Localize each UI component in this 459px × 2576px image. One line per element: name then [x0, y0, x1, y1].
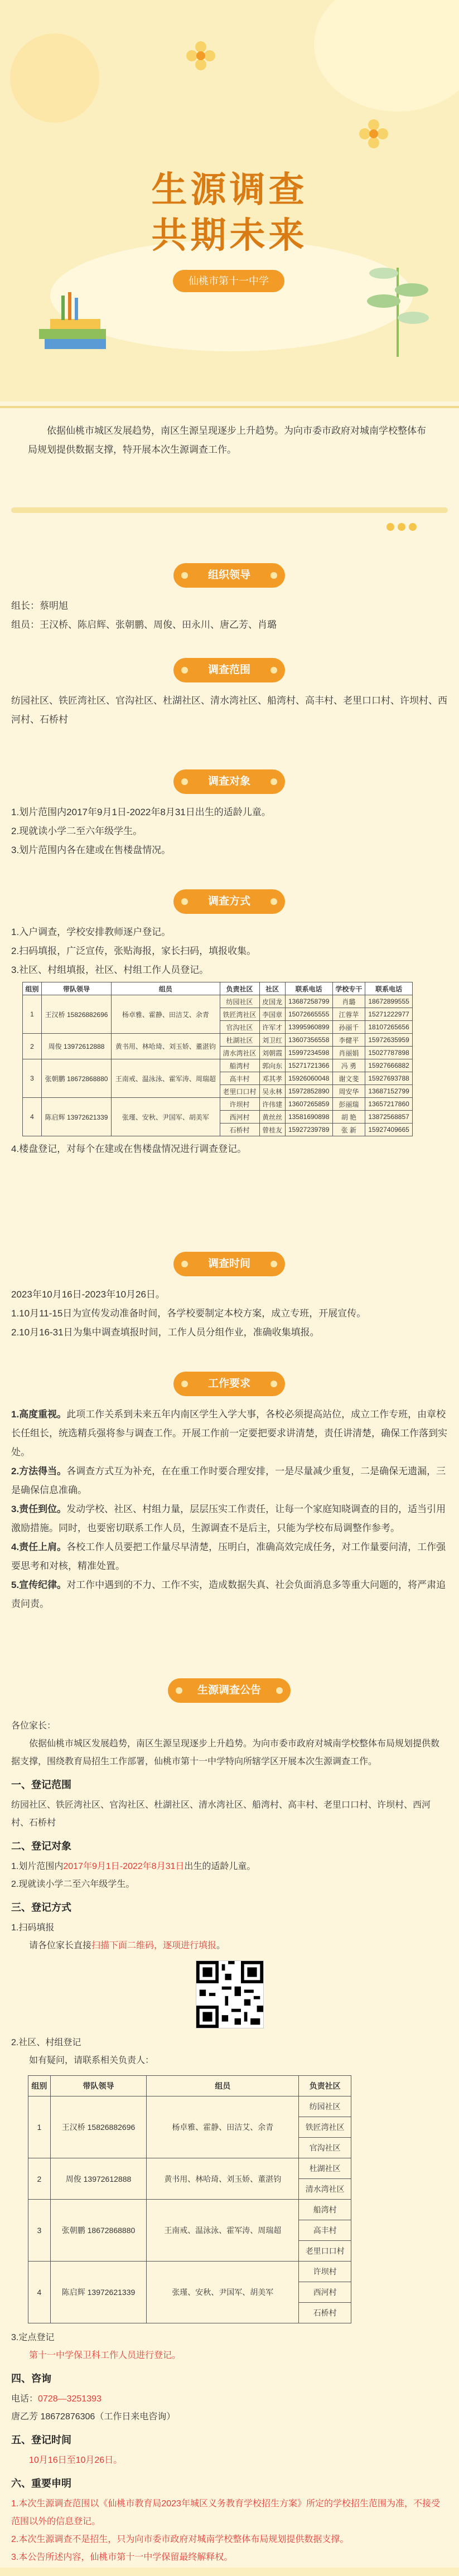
table-cell: 孙丽千: [332, 1021, 365, 1034]
plant-illustration: [353, 234, 442, 357]
table-cell: 张朝鹏 18672868880: [50, 2200, 147, 2262]
table-header-cell: 学校专干: [332, 982, 365, 995]
table-row: [28, 2096, 351, 2117]
anno-method-2: 2.社区、村组登记: [11, 2038, 81, 2047]
intro-card: [11, 413, 448, 541]
table-header-cell: 负责社区: [220, 982, 259, 995]
table-cell: 吴永林: [259, 1085, 285, 1098]
badge-requirements: 工作要求: [173, 1372, 285, 1396]
anno-method-3-text: 第十一中学保卫科工作人员进行登记。: [29, 2351, 181, 2360]
table-cell: 李国章: [259, 1008, 285, 1021]
members-line: 组员：王汉桥、陈启辉、张朝鹏、周俊、田永川、唐乙芳、肖璐: [11, 619, 277, 630]
badge-time: 调查时间: [173, 1252, 285, 1276]
badge-method: 调查方式: [173, 889, 285, 914]
hero-title: 生源调查 共期未来: [151, 170, 308, 256]
anno-scope: 纺园社区、铁匠湾社区、官沟社区、杜湖社区、清水湾社区、船湾村、高丰村、老里口口村、许坝村、西河村、石桥村: [11, 1800, 431, 1828]
flower-icon: [357, 117, 390, 151]
table-cell: 2: [28, 2158, 51, 2200]
hero-banner: [0, 0, 459, 401]
anno-target-1: 1.划片范围内2017年9月1日-2022年8月31日出生的适龄儿童。: [11, 1862, 256, 1871]
greeting: 各位家长：: [11, 1721, 56, 1731]
table-header-cell: 组别: [23, 982, 42, 995]
table-cell: 15927409665: [365, 1124, 413, 1136]
table-cell: 15926060048: [285, 1072, 332, 1085]
table-cell: 15072665555: [285, 1008, 332, 1021]
table-cell: 老里口口村: [220, 1085, 259, 1098]
requirement-item: 3.责任到位。发动学校、社区、村组力量，层层压实工作责任，让每一个家庭知晓调查的目的，适当引用激励措施。同时，也要密切联系工作人员，生源调查不是后主，只能为学校布局调整作参考。: [11, 1504, 446, 1533]
table-header-cell: 联系电话: [285, 982, 332, 995]
table-row: [23, 995, 413, 1008]
announcement: [11, 1717, 448, 2567]
table-cell: 清水湾社区: [220, 1047, 259, 1059]
table-cell: 1: [28, 2096, 51, 2158]
table-cell: 肖丽娟: [332, 1047, 365, 1059]
table-row: [23, 1098, 413, 1111]
table-cell: 邓其孝: [259, 1072, 285, 1085]
target-item: 3.划片范围内各在建或在售楼盘情况。: [11, 845, 171, 855]
statement-item: 2.本次生源调查不是招生，只为向市委市政府对城南学校整体布局规划提供数据支撑。: [11, 2535, 349, 2544]
table-cell: 许伟建: [259, 1098, 285, 1111]
decor-sun: [10, 33, 99, 123]
method-item: 1.入户调查，学校安排教师逐户登记。: [11, 927, 171, 937]
responsible-table: [28, 2075, 351, 2323]
table-cell: 3: [23, 1059, 42, 1098]
table-cell: 曾桂友: [259, 1124, 285, 1136]
requirement-item: 1.高度重视。此项工作关系到未来五年内南区学生入学大事，各校必须提高站位，成立工作专班，由章校长任组长，统选精兵强将参与调查工作。开展工作前一定要把要求讲清楚，责任讲清楚，确保工作落到实处。: [11, 1409, 447, 1458]
table-cell: 官沟社区: [220, 1021, 259, 1034]
method-item: 4.楼盘登记，对每个在建或在售楼盘情况进行调查登记。: [11, 1144, 247, 1154]
table-cell: 15927666882: [365, 1059, 413, 1072]
heading-consult: 四、咨询: [11, 2373, 51, 2384]
anno-method-1-text: 请各位家长直接扫描下面二维码，逐项进行填报。: [29, 1941, 226, 1950]
table-cell: 杜湖社区: [220, 1034, 259, 1047]
table-cell: 18672899555: [365, 995, 413, 1008]
table-row: [28, 2262, 351, 2282]
section-method: [11, 923, 448, 1159]
table-cell: 15271721366: [285, 1059, 332, 1072]
decor-dots: [386, 523, 426, 531]
time-line: 2023年10月16日-2023年10月26日。: [11, 1289, 165, 1300]
table-cell: 许军才: [259, 1021, 285, 1034]
anno-method-2-text: 如有疑问，请联系相关负责人：: [29, 2056, 154, 2065]
heading-method: 三、登记方式: [11, 1902, 71, 1913]
heading-scope: 一、登记范围: [11, 1779, 71, 1790]
table-cell: 15972635959: [365, 1034, 413, 1047]
section-scope: [11, 691, 448, 729]
target-item: 2.现就读小学二至六年级学生。: [11, 826, 143, 836]
books-illustration: [33, 290, 117, 357]
table-row: [28, 2158, 351, 2179]
table-cell: 高丰村: [220, 1072, 259, 1085]
table-cell: 13872568857: [365, 1111, 413, 1124]
badge-target: 调查对象: [173, 769, 285, 794]
heading-time: 五、登记时间: [11, 2434, 71, 2446]
intro-text: 依据仙桃市城区发展趋势，南区生源呈现逐步上升趋势。为向市委市政府对城南学校整体布局规划提供数据支撑，特开展本次生源调查工作。: [28, 425, 426, 455]
table-row: [23, 1034, 413, 1047]
table-cell: 13657217860: [365, 1098, 413, 1111]
footer-bar: [0, 2568, 459, 2576]
statement-item: 3.本公告所述内容，仙桃市第十一中学保留最终解释权。: [11, 2553, 233, 2562]
badge-announcement: 生源调查公告: [168, 1678, 291, 1703]
table-header-cell: 联系电话: [365, 982, 413, 995]
table-cell: 陈启辉 13972621339: [50, 2262, 147, 2323]
table-cell: 13607356558: [285, 1034, 332, 1047]
table-cell: 船湾村: [299, 2200, 351, 2220]
table-cell: 黄丝丝: [259, 1111, 285, 1124]
table-cell: 张瑾、安秋、尹国军、胡美军: [112, 1098, 220, 1136]
table-cell: 皮国龙: [259, 995, 285, 1008]
table-header-cell: 负责社区: [299, 2076, 351, 2096]
table-header-cell: 社区: [259, 982, 285, 995]
table-cell: 13581690898: [285, 1111, 332, 1124]
section-target: [11, 803, 448, 860]
table-cell: 胡 艳: [332, 1111, 365, 1124]
decor-cloud: [314, 0, 459, 112]
table-cell: 15271222977: [365, 1008, 413, 1021]
badge-scope: 调查范围: [173, 658, 285, 682]
table-cell: 高丰村: [299, 2220, 351, 2241]
anno-time: 10月16日至10月26日。: [29, 2456, 123, 2465]
method-item: 2.扫码填报，广泛宣传，张贴海报，家长扫码，填报收集。: [11, 946, 257, 956]
table-row: [23, 1059, 413, 1072]
table-cell: 张瑾、安秋、尹国军、胡美军: [147, 2262, 299, 2323]
time-line: 2.10月16-31日为集中调查填报时间，工作人员分组作业，准确收集填报。: [11, 1327, 320, 1338]
table-cell: 许坝村: [220, 1098, 259, 1111]
section-time: [11, 1285, 448, 1342]
table-cell: 官沟社区: [299, 2138, 351, 2158]
table-cell: 周俊 13972612888: [41, 1034, 111, 1059]
table-cell: 李健平: [332, 1034, 365, 1047]
table-cell: 肖璐: [332, 995, 365, 1008]
table-cell: 杜湖社区: [299, 2158, 351, 2179]
contact-table: [22, 982, 413, 1136]
table-cell: 王汉桥 15826882696: [50, 2096, 147, 2158]
badge-leadership: 组织领导: [173, 563, 285, 588]
flower-icon: [184, 39, 218, 72]
leader-line: 组长：蔡明旭: [11, 601, 68, 611]
school-name-pill: 仙桃市第十一中学: [173, 270, 284, 292]
scope-text: 纺园社区、铁匠湾社区、官沟社区、杜湖社区、清水湾社区、船湾村、高丰村、老里口口村、许坝村、西河村、石桥村: [11, 695, 447, 725]
table-cell: 杨卓雅、霍静、田洁艾、余青: [112, 995, 220, 1034]
decor-bar: [11, 507, 448, 513]
table-cell: 铁匠湾社区: [220, 1008, 259, 1021]
consult-contact: 唐乙芳 18672876306（工作日来电咨询）: [11, 2412, 176, 2422]
table-cell: 13687258799: [285, 995, 332, 1008]
table-cell: 纺园社区: [220, 995, 259, 1008]
table-cell: 王南戒、温泳泳、霍军涛、周瑞超: [112, 1059, 220, 1098]
table-cell: 黄书用、林哈琦、刘玉娇、董湛钧: [147, 2158, 299, 2200]
anno-method-1: 1.扫码填报: [11, 1923, 55, 1933]
table-header-cell: 带队领导: [41, 982, 111, 995]
table-cell: 15972852890: [285, 1085, 332, 1098]
table-cell: 船湾村: [220, 1059, 259, 1072]
table-cell: 15927693788: [365, 1072, 413, 1085]
table-cell: 江蓉苹: [332, 1008, 365, 1021]
qr-code-icon: [196, 1961, 263, 2028]
table-cell: 清水湾社区: [299, 2179, 351, 2200]
table-cell: 黄书用、林哈琦、刘玉娇、董湛钧: [112, 1034, 220, 1059]
anno-target-2: 2.现就读小学二至六年级学生。: [11, 1880, 135, 1889]
table-cell: 4: [28, 2262, 51, 2323]
requirement-item: 4.责任上肩。各校工作人员要把工作量尽早清楚，压明白，准确高效完成任务，对工作量要问清，工作强要思考和对核，精准处置。: [11, 1542, 446, 1571]
table-cell: 许坝村: [299, 2262, 351, 2282]
table-cell: 3: [28, 2200, 51, 2262]
table-header-cell: 组员: [147, 2076, 299, 2096]
table-cell: 4: [23, 1098, 42, 1136]
table-cell: 张 新: [332, 1124, 365, 1136]
heading-statement: 六、重要申明: [11, 2478, 71, 2489]
table-cell: 彭丽瑞: [332, 1098, 365, 1111]
announcement-body: 依据仙桃市城区发展趋势，南区生源呈现逐步上升趋势。为向市委市政府对城南学校整体布局规划提供数据支撑，围绕教育局招生工作部署，仙桃市第十一中学特向所辖学区开展本次生源调查工作。: [11, 1739, 440, 1766]
table-header-cell: 组别: [28, 2076, 51, 2096]
table-cell: 陈启辉 13972621339: [41, 1098, 111, 1136]
table-cell: 西河村: [220, 1111, 259, 1124]
requirement-item: 5.宣传纪律。对工作中遇到的不力、工作不实，造成数据失真、社会负面消息多等重大问题的，将严肃追责问责。: [11, 1580, 446, 1609]
table-row: [28, 2200, 351, 2220]
table-cell: 纺园社区: [299, 2096, 351, 2117]
requirement-item: 2.方法得当。各调查方式互为补充，在在重工作时要合理安排，一是尽量减少重复，二是确保无遗漏，三是确保信息准确。: [11, 1466, 446, 1495]
section-requirements: [11, 1405, 448, 1614]
table-header-cell: 组员: [112, 982, 220, 995]
table-cell: 王南戒、温泳泳、霍军涛、周瑞超: [147, 2200, 299, 2262]
qr-code[interactable]: [196, 1960, 264, 2028]
target-item: 1.划片范围内2017年9月1日-2022年8月31日出生的适龄儿童。: [11, 807, 271, 817]
table-cell: 老里口口村: [299, 2241, 351, 2262]
table-cell: 15927239789: [285, 1124, 332, 1136]
table-cell: 15997234598: [285, 1047, 332, 1059]
table-cell: 刘卫红: [259, 1034, 285, 1047]
hero-divider: [0, 406, 459, 408]
time-line: 1.10月11-15日为宣传发动准备时间，各学校要制定本校方案，成立专班，开展宣传。: [11, 1308, 366, 1319]
table-cell: 13995960899: [285, 1021, 332, 1034]
heading-target: 二、登记对象: [11, 1841, 71, 1852]
consult-phone: 电话：0728—3251393: [11, 2394, 102, 2404]
table-cell: 谢文斐: [332, 1072, 365, 1085]
table-cell: 西河村: [299, 2282, 351, 2303]
table-cell: 周安华: [332, 1085, 365, 1098]
table-cell: 2: [23, 1034, 42, 1059]
table-cell: 周俊 13972612888: [50, 2158, 147, 2200]
table-cell: 刘朝霞: [259, 1047, 285, 1059]
table-cell: 铁匠湾社区: [299, 2117, 351, 2138]
table-cell: 石桥村: [299, 2303, 351, 2323]
section-leadership: [11, 597, 448, 635]
table-cell: 石桥村: [220, 1124, 259, 1136]
method-item: 3.社区、村组填报，社区、村组工作人员登记。: [11, 965, 209, 975]
anno-method-3: 3.定点登记: [11, 2333, 55, 2342]
table-cell: 15027787898: [365, 1047, 413, 1059]
table-cell: 张朝鹏 18672868880: [41, 1059, 111, 1098]
table-cell: 18107265656: [365, 1021, 413, 1034]
table-cell: 郭向东: [259, 1059, 285, 1072]
table-header-cell: 带队领导: [50, 2076, 147, 2096]
table-cell: 13687152799: [365, 1085, 413, 1098]
table-cell: 1: [23, 995, 42, 1034]
table-cell: 杨卓雅、霍静、田洁艾、余青: [147, 2096, 299, 2158]
table-cell: 冯 勇: [332, 1059, 365, 1072]
table-cell: 13607265859: [285, 1098, 332, 1111]
statement-item: 1.本次生源调查范围以《仙桃市教育局2023年城区义务教育学校招生方案》所定的学校招生范围为准，不接受范围以外的信息登记。: [11, 2499, 440, 2526]
table-cell: 王汉桥 15826882696: [41, 995, 111, 1034]
